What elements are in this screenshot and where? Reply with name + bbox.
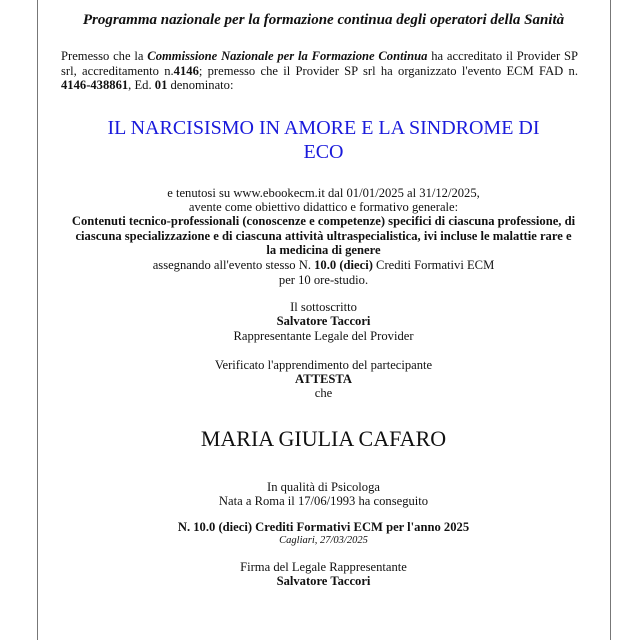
credits-text: Crediti Formativi ECM xyxy=(372,258,495,272)
intro-text: ha accreditato il Provider SP srl, accreditamento n. xyxy=(61,49,578,78)
rep-name: Salvatore Taccori xyxy=(276,314,371,328)
signature-name: Salvatore Taccori xyxy=(276,574,371,588)
held-text: e tenutosi su www.ebookecm.it dal 01/01/2025 al 31/12/2025, xyxy=(167,186,480,200)
event-title-line: IL NARCISISMO IN AMORE E LA SINDROME DI xyxy=(107,117,540,139)
intro-text: ; premesso che il Provider SP srl ha organizzato l'evento ECM FAD n. xyxy=(198,63,578,78)
objective-label: avente come obiettivo didattico e formativo generale: xyxy=(188,200,459,214)
earned-credits: N. 10.0 (dieci) Crediti Formativi ECM per l'anno 2025 xyxy=(177,520,470,534)
event-title-line: ECO xyxy=(303,141,344,163)
birth-info: Nata a Roma il 17/06/1993 ha conseguito xyxy=(218,494,429,508)
signature-label: Firma del Legale Rappresentante xyxy=(240,560,407,574)
credits-text: assegnando all'evento stesso N. xyxy=(152,258,315,272)
that: che xyxy=(314,386,333,400)
event-code: 4146-438861 xyxy=(61,78,129,92)
credits-assigned xyxy=(37,258,610,272)
program-header: Programma nazionale per la formazione continua degli operatori della Sanità xyxy=(82,12,565,28)
objective-line: Contenuti tecnico-professionali (conoscenze e competenze) specifici di ciascuna professione, di xyxy=(71,214,576,228)
verified-text: Verificato l'apprendimento del partecipante xyxy=(214,358,433,372)
qualification: In qualità di Psicologa xyxy=(267,480,380,494)
participant-name: MARIA GIULIA CAFARO xyxy=(200,426,447,451)
objective-line: ciascuna specializzazione e di ciascuna attività ultraspecialistica, ivi incluse le malattie rare e xyxy=(75,229,572,243)
intro-text: Premesso che la xyxy=(61,49,148,63)
hours: per 10 ore-studio. xyxy=(278,273,369,287)
credits-value: 10.0 (dieci) xyxy=(314,258,373,272)
objective-line: la medicina di genere xyxy=(266,243,381,257)
edition-number: 01 xyxy=(154,78,168,92)
event-title xyxy=(37,116,610,164)
attests: ATTESTA xyxy=(295,372,352,386)
page-border-right xyxy=(610,0,611,640)
accreditation-number: 4146 xyxy=(173,63,199,78)
rep-role: Rappresentante Legale del Provider xyxy=(233,329,414,343)
place-date: Cagliari, 27/03/2025 xyxy=(279,535,368,546)
intro-text: , Ed. xyxy=(128,78,155,92)
commission-name: Commissione Nazionale per la Formazione Continua xyxy=(147,49,428,63)
undersigned: Il sottoscritto xyxy=(290,300,357,314)
intro-text: denominato: xyxy=(167,78,234,92)
intro-paragraph xyxy=(61,49,578,93)
